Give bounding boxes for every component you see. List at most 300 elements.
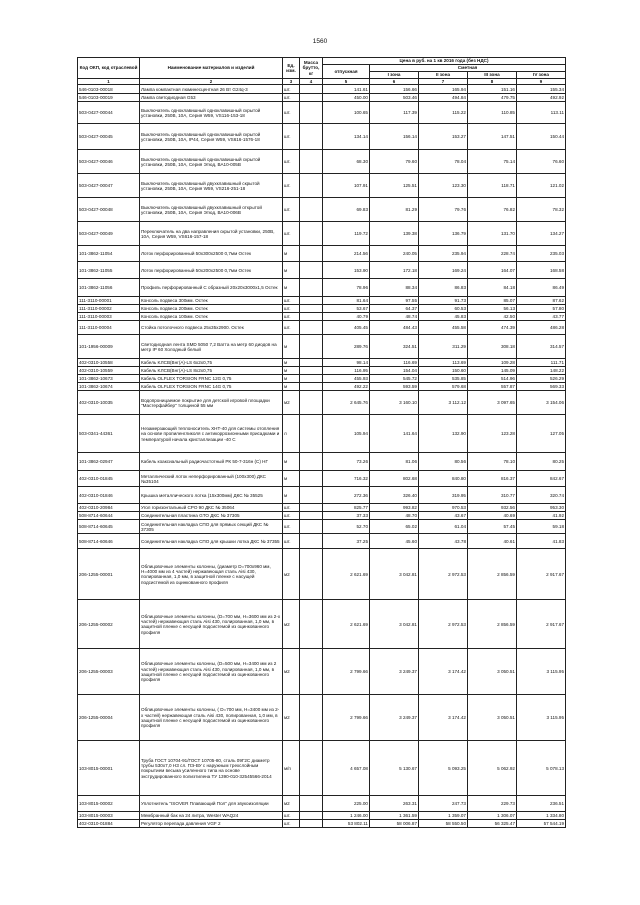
cell-release-price: 716.32 — [323, 471, 370, 487]
cell-release-price: 214.56 — [323, 246, 370, 262]
table-row — [78, 335, 566, 359]
cell-name: Металлический лоток неперфорированный (100х300) ДКС №35104 — [140, 471, 283, 487]
cell-mass — [300, 796, 323, 812]
cell-unit: шт. — [283, 85, 300, 94]
table-row — [78, 695, 566, 741]
cell-code: 402-0310-01845 — [78, 471, 140, 487]
table-row — [78, 246, 566, 262]
cell-code: 206-1255-00004 — [78, 695, 140, 741]
table-row — [78, 321, 566, 335]
cell-code: 503-0427-00045 — [78, 124, 140, 150]
cell-code: 508-8714-60646 — [78, 534, 140, 549]
cell-name: Соединительная пластина GTO ДКС № 37305 — [140, 512, 283, 520]
cell-zone-3-price: 310.77 — [468, 487, 517, 504]
cell-zone-3-price: 816.37 — [468, 471, 517, 487]
table-row — [78, 534, 566, 549]
cell-name: Консоль подвеса 100мм. Остек — [140, 313, 283, 321]
table-row — [78, 741, 566, 796]
cell-unit: шт. — [283, 321, 300, 335]
cell-release-price: 116.95 — [323, 367, 370, 375]
cell-zone-2-price: 79.76 — [419, 198, 468, 222]
table-row — [78, 487, 566, 504]
cell-zone-3-price: 75.14 — [468, 150, 517, 174]
cell-zone-3-price: 57.45 — [468, 520, 517, 534]
cell-unit: м2 — [283, 796, 300, 812]
column-number: 4 — [300, 79, 323, 85]
cell-zone-4-price: 2 917.67 — [517, 600, 566, 649]
cell-mass — [300, 471, 323, 487]
cell-release-price: 2 621.69 — [323, 600, 370, 649]
cell-code: 546-0103-00019 — [78, 94, 140, 102]
cell-mass — [300, 246, 323, 262]
cell-zone-1-price: 45.60 — [370, 534, 419, 549]
cell-name: Стойка потолочного подвеса 25х35х2900. Остек — [140, 321, 283, 335]
cell-code: 111-3110-00001 — [78, 297, 140, 305]
cell-code: 101-1956-00009 — [78, 335, 140, 359]
header-mass: Масса брутто, кг — [300, 58, 323, 79]
cell-release-price: 100.65 — [323, 102, 370, 124]
cell-mass — [300, 375, 323, 383]
cell-zone-3-price: 56.13 — [468, 305, 517, 313]
cell-zone-4-price: 569.33 — [517, 383, 566, 391]
cell-name: Облицовочные элементы колонны, ( D=700 мм, Н=3400 мм из 2-х частей) нержавеющая сталь Aisi 430, полированная, 1,0 мм, в защитной пленке с несущей подсистемой из оцинкованного профиля — [140, 695, 283, 741]
cell-unit: шт. — [283, 520, 300, 534]
cell-mass — [300, 649, 323, 695]
cell-code: 402-0310-20984 — [78, 504, 140, 512]
cell-name: Выключатель одноклавишный одноклавишный скрытой установки, 250В, 10А, IP44, Серия W59, VS616-1576-18 — [140, 124, 283, 150]
cell-unit: шт. — [283, 94, 300, 102]
cell-mass — [300, 534, 323, 549]
cell-code: 103-8015-00002 — [78, 796, 140, 812]
cell-zone-2-price: 136.79 — [419, 222, 468, 246]
cell-zone-3-price: 118.71 — [468, 174, 517, 198]
cell-name: Лоток перфорированный 50х300х2500 0,7мм Остек — [140, 246, 283, 262]
cell-zone-3-price: 2 856.59 — [468, 549, 517, 600]
cell-mass — [300, 335, 323, 359]
cell-code: 101-3862-10674 — [78, 383, 140, 391]
cell-zone-3-price: 5 062.92 — [468, 741, 517, 796]
cell-zone-3-price: 514.96 — [468, 375, 517, 383]
cell-name: Кабель KЛCB(Bнг(A)-LS 8х2х0,75 — [140, 367, 283, 375]
cell-zone-2-price: 113.69 — [419, 359, 468, 367]
cell-zone-4-price: 57 544.19 — [517, 820, 566, 828]
column-number: 1 — [78, 79, 140, 85]
cell-name: Консоль подвеса 300мм. Остек — [140, 297, 283, 305]
cell-zone-2-price: 840.80 — [419, 471, 468, 487]
cell-code: 546-0103-00018 — [78, 85, 140, 94]
cell-zone-1-price: 141.64 — [370, 415, 419, 453]
cell-zone-2-price: 43.67 — [419, 512, 468, 520]
cell-zone-3-price: 40.61 — [468, 534, 517, 549]
cell-zone-4-price: 3 115.95 — [517, 649, 566, 695]
cell-release-price: 134.14 — [323, 124, 370, 150]
cell-unit: м — [283, 471, 300, 487]
cell-zone-2-price: 579.68 — [419, 383, 468, 391]
table-row — [78, 150, 566, 174]
cell-mass — [300, 94, 323, 102]
cell-unit: м — [283, 367, 300, 375]
cell-unit: шт. — [283, 150, 300, 174]
cell-unit: м — [283, 453, 300, 471]
header-zone-3: III зона — [468, 72, 517, 79]
cell-zone-1-price: 117.39 — [370, 102, 419, 124]
cell-mass — [300, 367, 323, 375]
header-release: отпускная — [323, 65, 370, 79]
cell-zone-2-price: 3 112.12 — [419, 391, 468, 415]
table-row — [78, 391, 566, 415]
table-row — [78, 262, 566, 279]
cell-zone-1-price: 81.29 — [370, 198, 419, 222]
cell-zone-4-price: 86.49 — [517, 279, 566, 297]
cell-unit: л — [283, 415, 300, 453]
cell-zone-3-price: 145.09 — [468, 367, 517, 375]
cell-code: 206-1255-00002 — [78, 600, 140, 649]
cell-zone-1-price: 48.70 — [370, 512, 419, 520]
cell-zone-4-price: 235.03 — [517, 246, 566, 262]
cell-unit: м2 — [283, 695, 300, 741]
cell-zone-3-price: 110.85 — [468, 102, 517, 124]
cell-unit: шт. — [283, 512, 300, 520]
header-price-group: Цена в руб. на 1 кв 2016 года (без НДС) — [323, 58, 566, 65]
cell-name: Регулятор перепада давления VGF 2 — [140, 820, 283, 828]
cell-name: Консоль подвеса 200мм. Остек — [140, 305, 283, 313]
cell-name: Кабель KЛCB(Bнг(A)-LS 6х2х0,75 — [140, 359, 283, 367]
cell-code: 402-0310-01884 — [78, 820, 140, 828]
cell-unit: шт. — [283, 222, 300, 246]
cell-code: 402-0310-10559 — [78, 367, 140, 375]
cell-unit: м — [283, 335, 300, 359]
cell-mass — [300, 174, 323, 198]
cell-zone-4-price: 43.77 — [517, 313, 566, 321]
cell-zone-2-price: 169.24 — [419, 262, 468, 279]
cell-zone-3-price: 229.73 — [468, 796, 517, 812]
cell-unit: м — [283, 246, 300, 262]
cell-zone-2-price: 5 093.25 — [419, 741, 468, 796]
cell-zone-1-price: 79.60 — [370, 150, 419, 174]
cell-release-price: 37.33 — [323, 512, 370, 520]
cell-zone-1-price: 116.69 — [370, 359, 419, 367]
column-number: 6 — [370, 79, 419, 85]
cell-unit: шт. — [283, 820, 300, 828]
cell-zone-2-price: 1 359.07 — [419, 812, 468, 820]
cell-mass — [300, 321, 323, 335]
cell-release-price: 53.67 — [323, 305, 370, 313]
cell-zone-3-price: 85.07 — [468, 297, 517, 305]
cell-code: 101-3862-02947 — [78, 453, 140, 471]
cell-release-price: 119.72 — [323, 222, 370, 246]
table-row — [78, 124, 566, 150]
cell-zone-1-price: 3 160.10 — [370, 391, 419, 415]
cell-release-price: 37.25 — [323, 534, 370, 549]
cell-code: 503-0427-00044 — [78, 102, 140, 124]
cell-zone-1-price: 64.37 — [370, 305, 419, 313]
cell-zone-2-price: 247.73 — [419, 796, 468, 812]
cell-zone-2-price: 58 550.50 — [419, 820, 468, 828]
cell-mass — [300, 102, 323, 124]
cell-release-price: 2 799.66 — [323, 649, 370, 695]
cell-unit: шт. — [283, 504, 300, 512]
cell-name: Мембранный бак на 24 литра, Wester WAQ24 — [140, 812, 283, 820]
cell-zone-1-price: 3 249.37 — [370, 695, 419, 741]
cell-zone-2-price: 45.83 — [419, 313, 468, 321]
cell-mass — [300, 504, 323, 512]
cell-mass — [300, 512, 323, 520]
cell-unit: м2 — [283, 600, 300, 649]
cell-code: 101-3862-11055 — [78, 262, 140, 279]
cell-release-price: 4 657.08 — [323, 741, 370, 796]
cell-mass — [300, 487, 323, 504]
cell-zone-1-price: 593.59 — [370, 383, 419, 391]
cell-zone-1-price: 545.72 — [370, 375, 419, 383]
header-estimate: Сметная — [370, 65, 566, 72]
cell-name: Труба ГОСТ 10704-91/ГОСТ 10705-80, сталь 09Г2С диаметр трубы 530х7,0 НЗ сл. ПЭ-ВУ с наружным трехслойным покрытием весьма усиленного типа на основе экструдированного полиэтилена ТУ 1390-010-32545566-2014 — [140, 741, 283, 796]
cell-mass — [300, 812, 323, 820]
cell-zone-4-price: 57.80 — [517, 305, 566, 313]
cell-zone-4-price: 3 115.95 — [517, 695, 566, 741]
table-row — [78, 600, 566, 649]
cell-name: Лоток перфорированный 50х200х2500 0,7мм Остек — [140, 262, 283, 279]
cell-release-price: 141.61 — [323, 85, 370, 94]
cell-zone-3-price: 474.39 — [468, 321, 517, 335]
table-row — [78, 549, 566, 600]
cell-code: 508-8714-60644 — [78, 512, 140, 520]
cell-zone-4-price: 486.28 — [517, 321, 566, 335]
cell-zone-3-price: 147.51 — [468, 124, 517, 150]
cell-name: Выключатель одноклавишный двухклавишный скрытой установки, 250В, 10А, Серия W59, VS216-251-18 — [140, 174, 283, 198]
column-number: 7 — [419, 79, 468, 85]
cell-zone-1-price: 81.06 — [370, 453, 419, 471]
cell-zone-1-price: 65.02 — [370, 520, 419, 534]
cell-zone-1-price: 503.46 — [370, 94, 419, 102]
cell-zone-2-price: 970.53 — [419, 504, 468, 512]
cell-mass — [300, 85, 323, 94]
cell-code: 402-0310-01846 — [78, 487, 140, 504]
cell-release-price: 52.70 — [323, 520, 370, 534]
table-row — [78, 359, 566, 367]
cell-name: Соединительная накладка СПО для прямых секций ДКС № 37305 — [140, 520, 283, 534]
cell-zone-4-price: 150.44 — [517, 124, 566, 150]
cell-mass — [300, 359, 323, 367]
cell-release-price: 98.14 — [323, 359, 370, 367]
cell-code: 503-0341-44361 — [78, 415, 140, 453]
cell-zone-3-price: 479.75 — [468, 94, 517, 102]
cell-release-price: 2 799.66 — [323, 695, 370, 741]
table-row — [78, 820, 566, 828]
cell-name: Профиль перфорированный С образный 20х20х3000х1,5 Остек — [140, 279, 283, 297]
cell-name: Лампа светодиодная G53 — [140, 94, 283, 102]
header-zone-2: II зона — [419, 72, 468, 79]
cell-mass — [300, 820, 323, 828]
cell-zone-3-price: 123.28 — [468, 415, 517, 453]
header-zone-4: IV зона — [517, 72, 566, 79]
cell-release-price: 69.83 — [323, 198, 370, 222]
cell-unit: шт. — [283, 305, 300, 313]
cell-zone-2-price: 43.78 — [419, 534, 468, 549]
cell-zone-3-price: 78.10 — [468, 453, 517, 471]
cell-zone-1-price: 139.38 — [370, 222, 419, 246]
cell-zone-2-price: 86.83 — [419, 279, 468, 297]
cell-name: Облицовочные элементы колонны, (диаметр D=700х960 мм, Н=4000 мм из 4 частей) нержавеющая сталь Aisi 430, полированная, 1,0 мм, в защитной пленке с насущей подсистемой из оцинкованного профиля — [140, 549, 283, 600]
cell-zone-3-price: 2 856.59 — [468, 600, 517, 649]
cell-mass — [300, 279, 323, 297]
cell-code: 503-0427-00048 — [78, 198, 140, 222]
cell-code: 101-3862-10673 — [78, 375, 140, 383]
cell-zone-1-price: 156.66 — [370, 85, 419, 94]
cell-zone-4-price: 320.74 — [517, 487, 566, 504]
table-row — [78, 297, 566, 305]
cell-code: 101-3862-11056 — [78, 279, 140, 297]
column-number: 3 — [283, 79, 300, 85]
cell-release-price: 225.00 — [323, 796, 370, 812]
cell-zone-2-price: 165.94 — [419, 85, 468, 94]
cell-zone-3-price: 932.56 — [468, 504, 517, 512]
cell-zone-1-price: 3 042.81 — [370, 600, 419, 649]
cell-code: 402-0310-10035 — [78, 391, 140, 415]
cell-zone-1-price: 240.05 — [370, 246, 419, 262]
cell-zone-4-price: 168.58 — [517, 262, 566, 279]
cell-mass — [300, 383, 323, 391]
cell-name: Выключатель одноклавишный одноклавишный скрытой установки, 250В, 10А, Серия Этюд, ВА10-005В — [140, 150, 283, 174]
cell-mass — [300, 124, 323, 150]
table-row — [78, 383, 566, 391]
cell-mass — [300, 222, 323, 246]
cell-unit: шт. — [283, 198, 300, 222]
cell-zone-2-price: 60.53 — [419, 305, 468, 313]
cell-release-price: 1 246.00 — [323, 812, 370, 820]
cell-code: 503-0427-00047 — [78, 174, 140, 198]
table-row — [78, 471, 566, 487]
cell-code: 503-0427-00049 — [78, 222, 140, 246]
cell-release-price: 78.96 — [323, 279, 370, 297]
cell-unit: м — [283, 375, 300, 383]
cell-name: Угол горизонтальный CPO 90 ДКС № 35064 — [140, 504, 283, 512]
table-row — [78, 512, 566, 520]
cell-zone-1-price: 97.55 — [370, 297, 419, 305]
cell-zone-4-price: 148.22 — [517, 367, 566, 375]
cell-zone-1-price: 48.74 — [370, 313, 419, 321]
cell-zone-1-price: 802.68 — [370, 471, 419, 487]
cell-code: 101-3862-11054 — [78, 246, 140, 262]
cell-unit: шт. — [283, 812, 300, 820]
cell-name: Уплотнитель "ISOVER Плавающий Пол" для звукоизоляции — [140, 796, 283, 812]
cell-unit: шт. — [283, 297, 300, 305]
table-row — [78, 102, 566, 124]
cell-zone-4-price: 134.27 — [517, 222, 566, 246]
cell-name: Облицовочные элементы колонны, (D=500 мм, Н=3400 мм из 2 частей) нержавеющая сталь Aisi 430, полированная, 1,0 мм, в защитной пленке с несущей подсистемой из оцинкованного профиля — [140, 649, 283, 695]
cell-release-price: 105.94 — [323, 415, 370, 453]
cell-zone-3-price: 557.87 — [468, 383, 517, 391]
cell-zone-2-price: 132.90 — [419, 415, 468, 453]
cell-zone-4-price: 121.02 — [517, 174, 566, 198]
header-name: Наименование материалов и изделий — [140, 58, 283, 79]
cell-zone-2-price: 2 972.53 — [419, 600, 468, 649]
cell-zone-3-price: 131.70 — [468, 222, 517, 246]
cell-zone-2-price: 115.22 — [419, 102, 468, 124]
cell-release-price: 289.76 — [323, 335, 370, 359]
cell-release-price: 81.64 — [323, 297, 370, 305]
cell-zone-2-price: 494.84 — [419, 94, 468, 102]
cell-unit: м2 — [283, 549, 300, 600]
table-row — [78, 85, 566, 94]
column-number: 5 — [323, 79, 370, 85]
cell-zone-1-price: 326.40 — [370, 487, 419, 504]
cell-zone-4-price: 59.18 — [517, 520, 566, 534]
cell-zone-4-price: 113.11 — [517, 102, 566, 124]
cell-unit: шт. — [283, 124, 300, 150]
cell-code: 111-3110-00002 — [78, 305, 140, 313]
cell-unit: м2 — [283, 649, 300, 695]
cell-zone-2-price: 3 174.42 — [419, 695, 468, 741]
table-row — [78, 198, 566, 222]
table-row — [78, 453, 566, 471]
cell-unit: шт. — [283, 102, 300, 124]
cell-zone-1-price: 484.43 — [370, 321, 419, 335]
table-row — [78, 279, 566, 297]
cell-release-price: 53 802.11 — [323, 820, 370, 828]
cell-zone-4-price: 78.32 — [517, 198, 566, 222]
page-number: 1560 — [312, 38, 328, 45]
cell-unit: м — [283, 359, 300, 367]
cell-mass — [300, 297, 323, 305]
cell-zone-1-price: 154.04 — [370, 367, 419, 375]
cell-zone-1-price: 263.31 — [370, 796, 419, 812]
cell-zone-1-price: 125.51 — [370, 174, 419, 198]
cell-unit: м — [283, 383, 300, 391]
cell-unit: м — [283, 487, 300, 504]
cell-name: Водопроницаемое покрытие для детской игровой площадки "Мастерфайбер" толщиной 55 мм — [140, 391, 283, 415]
cell-zone-4-price: 80.25 — [517, 453, 566, 471]
cell-mass — [300, 549, 323, 600]
cell-release-price: 2 645.76 — [323, 391, 370, 415]
cell-release-price: 492.22 — [323, 383, 370, 391]
cell-code: 111-3110-00004 — [78, 321, 140, 335]
cell-name: Лампа компактная люминесцентная 26 Вт G24q-3 — [140, 85, 283, 94]
cell-name: Переключатель на два направления скрытой установки, 250В, 10А, Серия W59, VS616-157-18 — [140, 222, 283, 246]
cell-zone-2-price: 80.56 — [419, 453, 468, 471]
cell-name: Соединительная накладка СПО для крышки лотка ДКС № 37355 — [140, 534, 283, 549]
cell-unit: м2 — [283, 391, 300, 415]
cell-zone-1-price: 993.82 — [370, 504, 419, 512]
cell-zone-2-price: 319.95 — [419, 487, 468, 504]
cell-name: Кабель OLFLEX TORSION FRNC 14G 0,75 — [140, 383, 283, 391]
cell-zone-1-price: 3 249.37 — [370, 649, 419, 695]
cell-name: Выключатель одноклавишный двухклавишный открытой установки, 250В, 10А, Серия Этюд, ВА10-006В — [140, 198, 283, 222]
cell-zone-2-price: 91.73 — [419, 297, 468, 305]
cell-release-price: 40.79 — [323, 313, 370, 321]
table-row — [78, 174, 566, 198]
cell-zone-2-price: 455.58 — [419, 321, 468, 335]
cell-code: 111-3110-00003 — [78, 313, 140, 321]
cell-mass — [300, 520, 323, 534]
cell-mass — [300, 262, 323, 279]
cell-name: Светодиодная лента SMD 5050 7,2 Ватта на метр 60 диодов на метр IP 60 Холодный белый — [140, 335, 283, 359]
cell-name: Незамерзающий теплоноситель ХНТ-40 для системы отопления на основе пропиленгликоля с антикоррозионными присадками и температурой начала кристаллизации -40 С — [140, 415, 283, 453]
table-row — [78, 222, 566, 246]
cell-zone-3-price: 3 050.51 — [468, 649, 517, 695]
cell-zone-1-price: 1 361.59 — [370, 812, 419, 820]
cell-zone-2-price: 123.30 — [419, 174, 468, 198]
cell-zone-3-price: 228.74 — [468, 246, 517, 262]
cell-mass — [300, 741, 323, 796]
cell-zone-4-price: 41.83 — [517, 534, 566, 549]
cell-zone-4-price: 2 917.67 — [517, 549, 566, 600]
column-number: 2 — [140, 79, 283, 85]
cell-mass — [300, 305, 323, 313]
cell-release-price: 825.77 — [323, 504, 370, 512]
cell-release-price: 455.93 — [323, 375, 370, 383]
cell-code: 206-1255-00001 — [78, 549, 140, 600]
cell-code: 103-8015-00001 — [78, 741, 140, 796]
